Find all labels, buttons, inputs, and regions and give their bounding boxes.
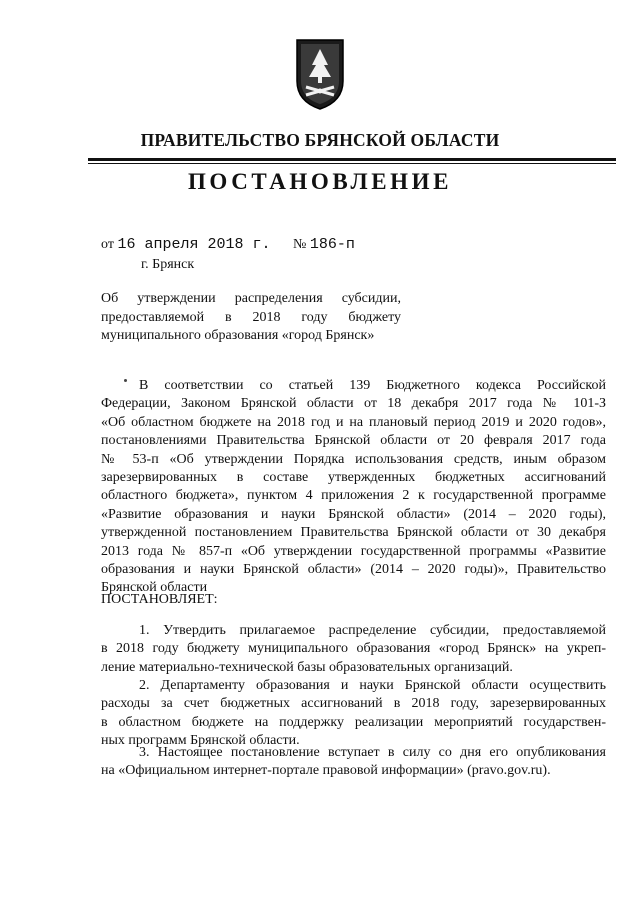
date-value: 16 апреля 2018 г. <box>117 236 271 253</box>
header-rule-thick <box>88 158 616 161</box>
resolves-heading: ПОСТАНОВЛЯЕТ: <box>101 592 218 607</box>
text-line: 2. Департаменту образования и науки Брянской области осуществить <box>139 678 606 693</box>
resolution-item-3 <box>101 744 606 781</box>
text-line: 3. Настоящее постановление вступает в силу со дня его опубликования <box>139 745 606 760</box>
text-line: 1. Утвердить прилагаемое распределение субсидии, предоставляемой <box>139 623 606 638</box>
date-prefix: от <box>101 237 114 252</box>
subject-line: муниципального образования «город Брянск» <box>101 328 375 343</box>
text-line: в областном бюджете на поддержку реализации мероприятий государствен- <box>101 714 606 730</box>
document-number <box>293 236 355 253</box>
document-city: г. Брянск <box>141 257 195 272</box>
resolution-item-2 <box>101 677 606 751</box>
text-line: в 2018 году бюджету муниципального образования «город Брянск» на укреп- <box>101 641 606 657</box>
resolution-item-1 <box>101 622 606 677</box>
subject-line: предоставляемой в 2018 году бюджету <box>101 309 401 325</box>
number-prefix: № <box>293 237 307 252</box>
text-line: утвержденной постановлением Правительства Брянской области от 30 декабря <box>101 525 606 541</box>
text-line: В соответствии со статьей 139 Бюджетного кодекса Российской <box>139 378 606 393</box>
text-line: № 53-п «Об утверждении Порядка использования средств, иным образом <box>101 451 606 467</box>
number-value: 186-п <box>309 236 355 253</box>
text-line: ных программ Брянской области. <box>101 733 300 749</box>
text-line: 2013 года № 857-п «Об утверждении государственной программы «Развитие <box>101 543 606 559</box>
document-type-title: ПОСТАНОВЛЕНИЕ <box>187 169 453 194</box>
text-line: постановлениями Правительства Брянской области от 20 февраля 2017 года <box>101 433 606 449</box>
subject-line: Об утверждении распределения субсидии, <box>101 291 401 306</box>
text-line: зарезервированных в составе утвержденных бюджетных ассигнований <box>101 470 606 486</box>
text-line: образования и науки Брянской области» (2014 – 2020 годы)», Правительство <box>101 562 606 578</box>
text-line: «Об областном бюджете на 2018 год и на плановый период 2019 и 2020 годов», <box>101 414 606 430</box>
document-subject <box>101 290 401 346</box>
text-line: расходы за счет бюджетных ассигнований в 2018 году, зарезервированных <box>101 696 606 712</box>
preamble-paragraph <box>101 377 606 598</box>
org-title: ПРАВИТЕЛЬСТВО БРЯНСКОЙ ОБЛАСТИ <box>140 130 500 150</box>
text-line: областного бюджета», пунктом 4 приложения 2 к государственной программе <box>101 488 606 504</box>
text-line: Брянской области <box>101 580 208 596</box>
bryansk-coat-of-arms-icon <box>294 37 346 111</box>
text-line: Федерации, Законом Брянской области от 18 декабря 2017 года № 101-З <box>101 396 606 412</box>
document-date <box>101 236 270 253</box>
text-line: на «Официальном интернет-портале правовой информации» (pravo.gov.ru). <box>101 763 551 779</box>
header-rule-thin <box>88 163 616 164</box>
text-line: «Развитие образования и науки Брянской области» (2014 – 2020 годы), <box>101 506 606 522</box>
text-line: ление материально-технической базы образовательных организаций. <box>101 659 513 675</box>
